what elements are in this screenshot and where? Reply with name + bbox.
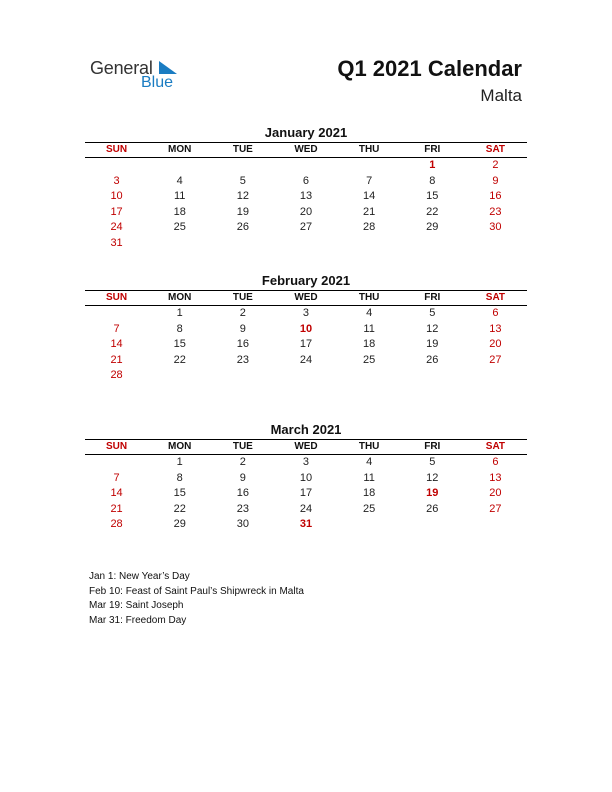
day-cell [211,158,274,174]
day-cell: 11 [174,190,186,203]
day-cell: 9 [239,471,246,484]
day-cell: 5 [429,456,436,468]
weekday-header: WED [294,441,318,452]
day-cell: 7 [113,322,120,335]
day-cell: 3 [302,456,310,468]
day-cell: 16 [236,338,249,351]
day-cell: 26 [426,502,439,515]
day-cell: 6 [492,456,499,468]
week-row [85,368,527,384]
day-cell: 21 [110,353,123,366]
day-cell: 4 [366,307,373,319]
holiday-item: Mar 19: Saint Joseph [89,600,184,611]
weekday-header: WED [294,144,318,155]
day-cell [148,158,211,174]
day-cell: 24 [299,353,313,366]
day-cell: 22 [173,353,186,366]
weekday-header: SUN [106,292,128,303]
day-cell [338,158,401,174]
day-cell: 12 [426,471,439,484]
day-cell: 23 [236,502,249,515]
day-cell: 24 [299,502,313,515]
weekday-header-row [85,142,527,158]
day-cell: 10 [110,190,123,203]
weekday-header: TUE [232,144,253,155]
weekday-header: THU [358,292,380,303]
day-cell: 6 [302,174,310,187]
logo-flag-icon [157,61,177,75]
day-cell: 28 [363,221,376,234]
holiday-item: Jan 1: New Year’s Day [89,571,190,582]
day-cell: 11 [363,471,375,484]
day-cell: 27 [299,221,313,234]
week-row [85,353,527,369]
day-cell: 18 [363,487,376,500]
month-calendar [85,272,527,384]
weekday-header: WED [294,292,318,303]
day-cell: 22 [426,205,439,218]
day-cell: 8 [176,471,183,484]
weekday-header: MON [168,441,192,452]
logo-general-text: General [90,58,153,78]
day-cell [464,236,527,252]
page-title: Q1 2021 Calendar [337,56,522,81]
day-cell [148,236,211,252]
weekday-header: THU [358,144,380,155]
day-cell: 24 [110,221,123,234]
holiday-list [89,570,304,628]
weekday-header: SUN [106,441,128,452]
weekday-header: THU [358,441,380,452]
month-calendar [85,421,527,533]
day-cell: 9 [239,322,246,335]
day-cell: 31 [110,236,123,249]
day-cell: 19 [426,338,439,351]
day-cell [464,517,527,533]
day-cell [85,306,148,322]
day-cell: 16 [489,190,502,203]
weekday-header: MON [168,144,192,155]
weekday-header: FRI [424,144,441,155]
week-row [85,502,527,518]
day-cell: 10 [299,471,313,484]
day-cell: 2 [492,159,499,171]
week-row [85,517,527,533]
week-row [85,174,527,190]
day-cell: 2 [239,307,246,319]
day-cell: 13 [489,471,502,484]
day-cell: 25 [363,502,376,515]
day-cell: 2 [239,456,246,468]
week-row [85,158,527,174]
day-cell: 28 [110,518,123,531]
month-title: February 2021 [261,273,351,288]
day-cell: 15 [173,487,186,500]
day-cell: 3 [113,174,120,187]
day-cell: 8 [429,174,436,187]
month-title: January 2021 [264,125,348,140]
day-cell: 17 [299,487,313,500]
day-cell: 19 [236,205,249,218]
day-cell: 1 [176,456,183,468]
day-cell: 3 [302,307,310,319]
week-row [85,337,527,353]
day-cell: 13 [489,322,502,335]
day-cell: 21 [363,205,376,218]
day-cell: 27 [489,502,502,515]
day-cell: 11 [363,322,375,335]
day-cell: 5 [429,307,436,319]
day-cell: 29 [426,221,439,234]
week-row [85,236,527,252]
day-cell: 4 [176,174,183,187]
day-cell: 1 [176,307,183,319]
day-cell: 26 [236,221,249,234]
day-cell: 18 [363,338,376,351]
day-cell [85,158,148,174]
day-cell: 14 [110,487,123,500]
weekday-header: SUN [106,144,128,155]
day-cell: 18 [173,205,186,218]
day-cell: 15 [173,338,186,351]
day-cell [464,368,527,384]
day-cell: 9 [492,174,499,187]
day-cell: 25 [363,353,376,366]
day-cell [401,236,464,252]
day-cell: 8 [176,322,183,335]
day-cell: 14 [110,338,123,351]
day-cell [211,368,274,384]
day-cell: 1 [429,159,436,171]
weekday-header: TUE [232,292,253,303]
day-cell: 27 [489,353,502,366]
weekday-header: SAT [485,144,506,155]
day-cell [274,236,337,252]
day-cell: 19 [426,487,439,500]
day-cell: 13 [299,190,313,203]
weekday-header-row [85,439,527,455]
weeks-grid [85,158,527,252]
country-name: Malta [480,86,522,105]
day-cell [338,517,401,533]
day-cell: 20 [489,487,502,500]
day-cell: 12 [236,190,249,203]
week-row [85,486,527,502]
day-cell: 31 [299,518,313,531]
day-cell [338,368,401,384]
weekday-header: FRI [424,441,441,452]
day-cell: 23 [236,353,249,366]
day-cell: 21 [110,502,123,515]
day-cell [401,517,464,533]
day-cell: 26 [426,353,439,366]
weekday-header: SAT [485,292,506,303]
day-cell: 6 [492,307,499,319]
day-cell: 5 [239,174,246,187]
day-cell [148,368,211,384]
day-cell: 12 [426,322,439,335]
day-cell: 4 [366,456,373,468]
week-row [85,322,527,338]
day-cell: 15 [426,190,439,203]
day-cell: 23 [489,205,502,218]
weekday-header: TUE [232,441,253,452]
weeks-grid [85,455,527,533]
day-cell: 22 [173,502,186,515]
weekday-header: MON [168,292,192,303]
day-cell: 30 [489,221,502,234]
day-cell: 20 [489,338,502,351]
day-cell: 30 [236,518,249,531]
holiday-item: Feb 10: Feast of Saint Paul’s Shipwreck in Malta [89,585,304,597]
month-calendar [85,124,527,252]
week-row [85,220,527,236]
day-cell [338,236,401,252]
week-row [85,455,527,471]
week-row [85,471,527,487]
day-cell: 7 [366,174,373,187]
day-cell [274,368,337,384]
day-cell: 7 [113,471,120,484]
week-row [85,306,527,322]
day-cell: 16 [236,487,249,500]
day-cell: 20 [299,205,313,218]
month-title: March 2021 [270,422,342,437]
day-cell: 10 [299,322,313,335]
day-cell: 29 [173,518,186,531]
generalblue-logo [90,58,200,98]
day-cell [274,158,337,174]
logo-blue-text: Blue [141,74,174,91]
day-cell: 17 [110,205,123,218]
weeks-grid [85,306,527,384]
day-cell: 25 [173,221,186,234]
day-cell [211,236,274,252]
week-row [85,189,527,205]
weekday-header-row [85,290,527,306]
day-cell [401,368,464,384]
day-cell: 28 [110,369,123,382]
day-cell [85,455,148,471]
weekday-header: SAT [485,441,506,452]
weekday-header: FRI [424,292,441,303]
week-row [85,205,527,221]
holiday-item: Mar 31: Freedom Day [89,614,187,626]
day-cell: 14 [363,190,376,203]
day-cell: 17 [299,338,313,351]
